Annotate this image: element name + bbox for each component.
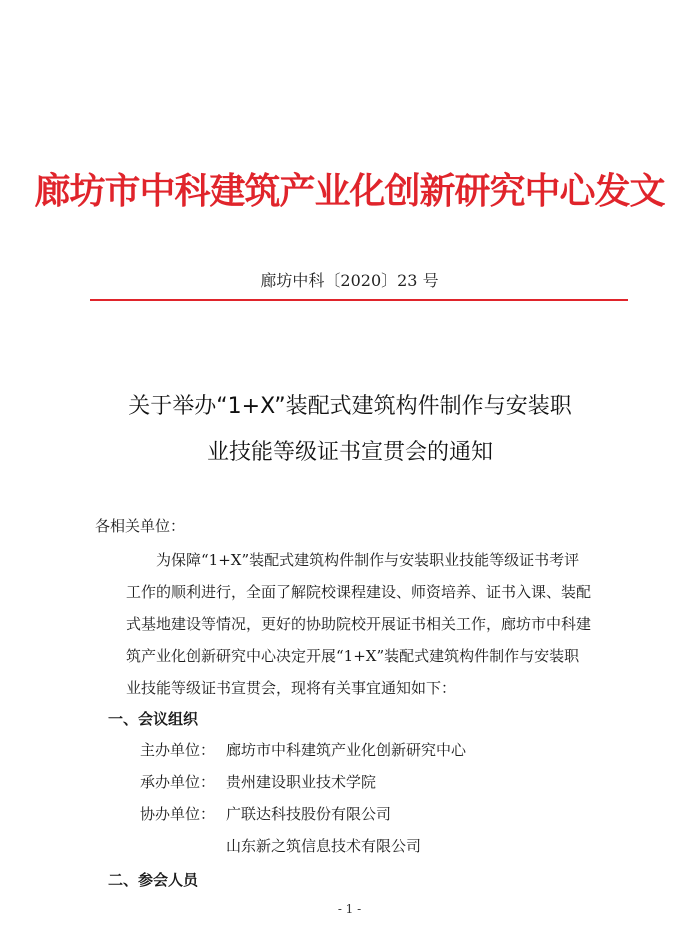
red-separator-line — [90, 299, 628, 301]
page-number: - 1 - — [337, 902, 362, 916]
masthead-title: 廊坊市中科建筑产业化创新研究中心发文 — [34, 171, 665, 212]
document-number: 廊坊中科〔2020〕23 号 — [260, 271, 439, 290]
org-label: 主办单位： — [140, 741, 216, 759]
org-row-host — [140, 736, 466, 764]
org-value: 贵州建设职业技术学院 — [226, 773, 377, 791]
section-heading-organization: 一、会议组织 — [108, 710, 199, 728]
intro-line: 式基地建设等情况，更好的协助院校开展证书相关工作，廊坊市中科建 — [126, 615, 592, 633]
intro-paragraph — [126, 544, 626, 704]
org-value: 广联达科技股份有限公司 — [226, 805, 392, 823]
org-co-organizer-second: 山东新之筑信息技术有限公司 — [226, 837, 422, 855]
notice-title-line-1: 关于举办“1+X”装配式建筑构件制作与安装职 — [128, 394, 572, 419]
org-label: 协办单位： — [140, 805, 216, 823]
intro-line: 为保障“1+X”装配式建筑构件制作与安装职业技能等级证书考评 — [156, 551, 580, 569]
intro-line: 业技能等级证书宣贯会，现将有关事宜通知如下： — [126, 679, 457, 697]
notice-title-line-2: 业技能等级证书宣贯会的通知 — [206, 440, 493, 465]
intro-line: 工作的顺利进行，全面了解院校课程建设、师资培养、证书入课、装配 — [126, 583, 592, 601]
section-heading-attendees: 二、参会人员 — [108, 871, 199, 889]
org-value: 廊坊市中科建筑产业化创新研究中心 — [226, 741, 467, 759]
org-label: 承办单位： — [140, 773, 216, 791]
intro-line: 筑产业化创新研究中心决定开展“1+X”装配式建筑构件制作与安装职 — [126, 647, 580, 665]
salutation: 各相关单位： — [95, 517, 186, 535]
org-row-co-organizer — [140, 800, 391, 828]
notice-title — [60, 384, 640, 476]
org-row-organizer — [140, 768, 376, 796]
